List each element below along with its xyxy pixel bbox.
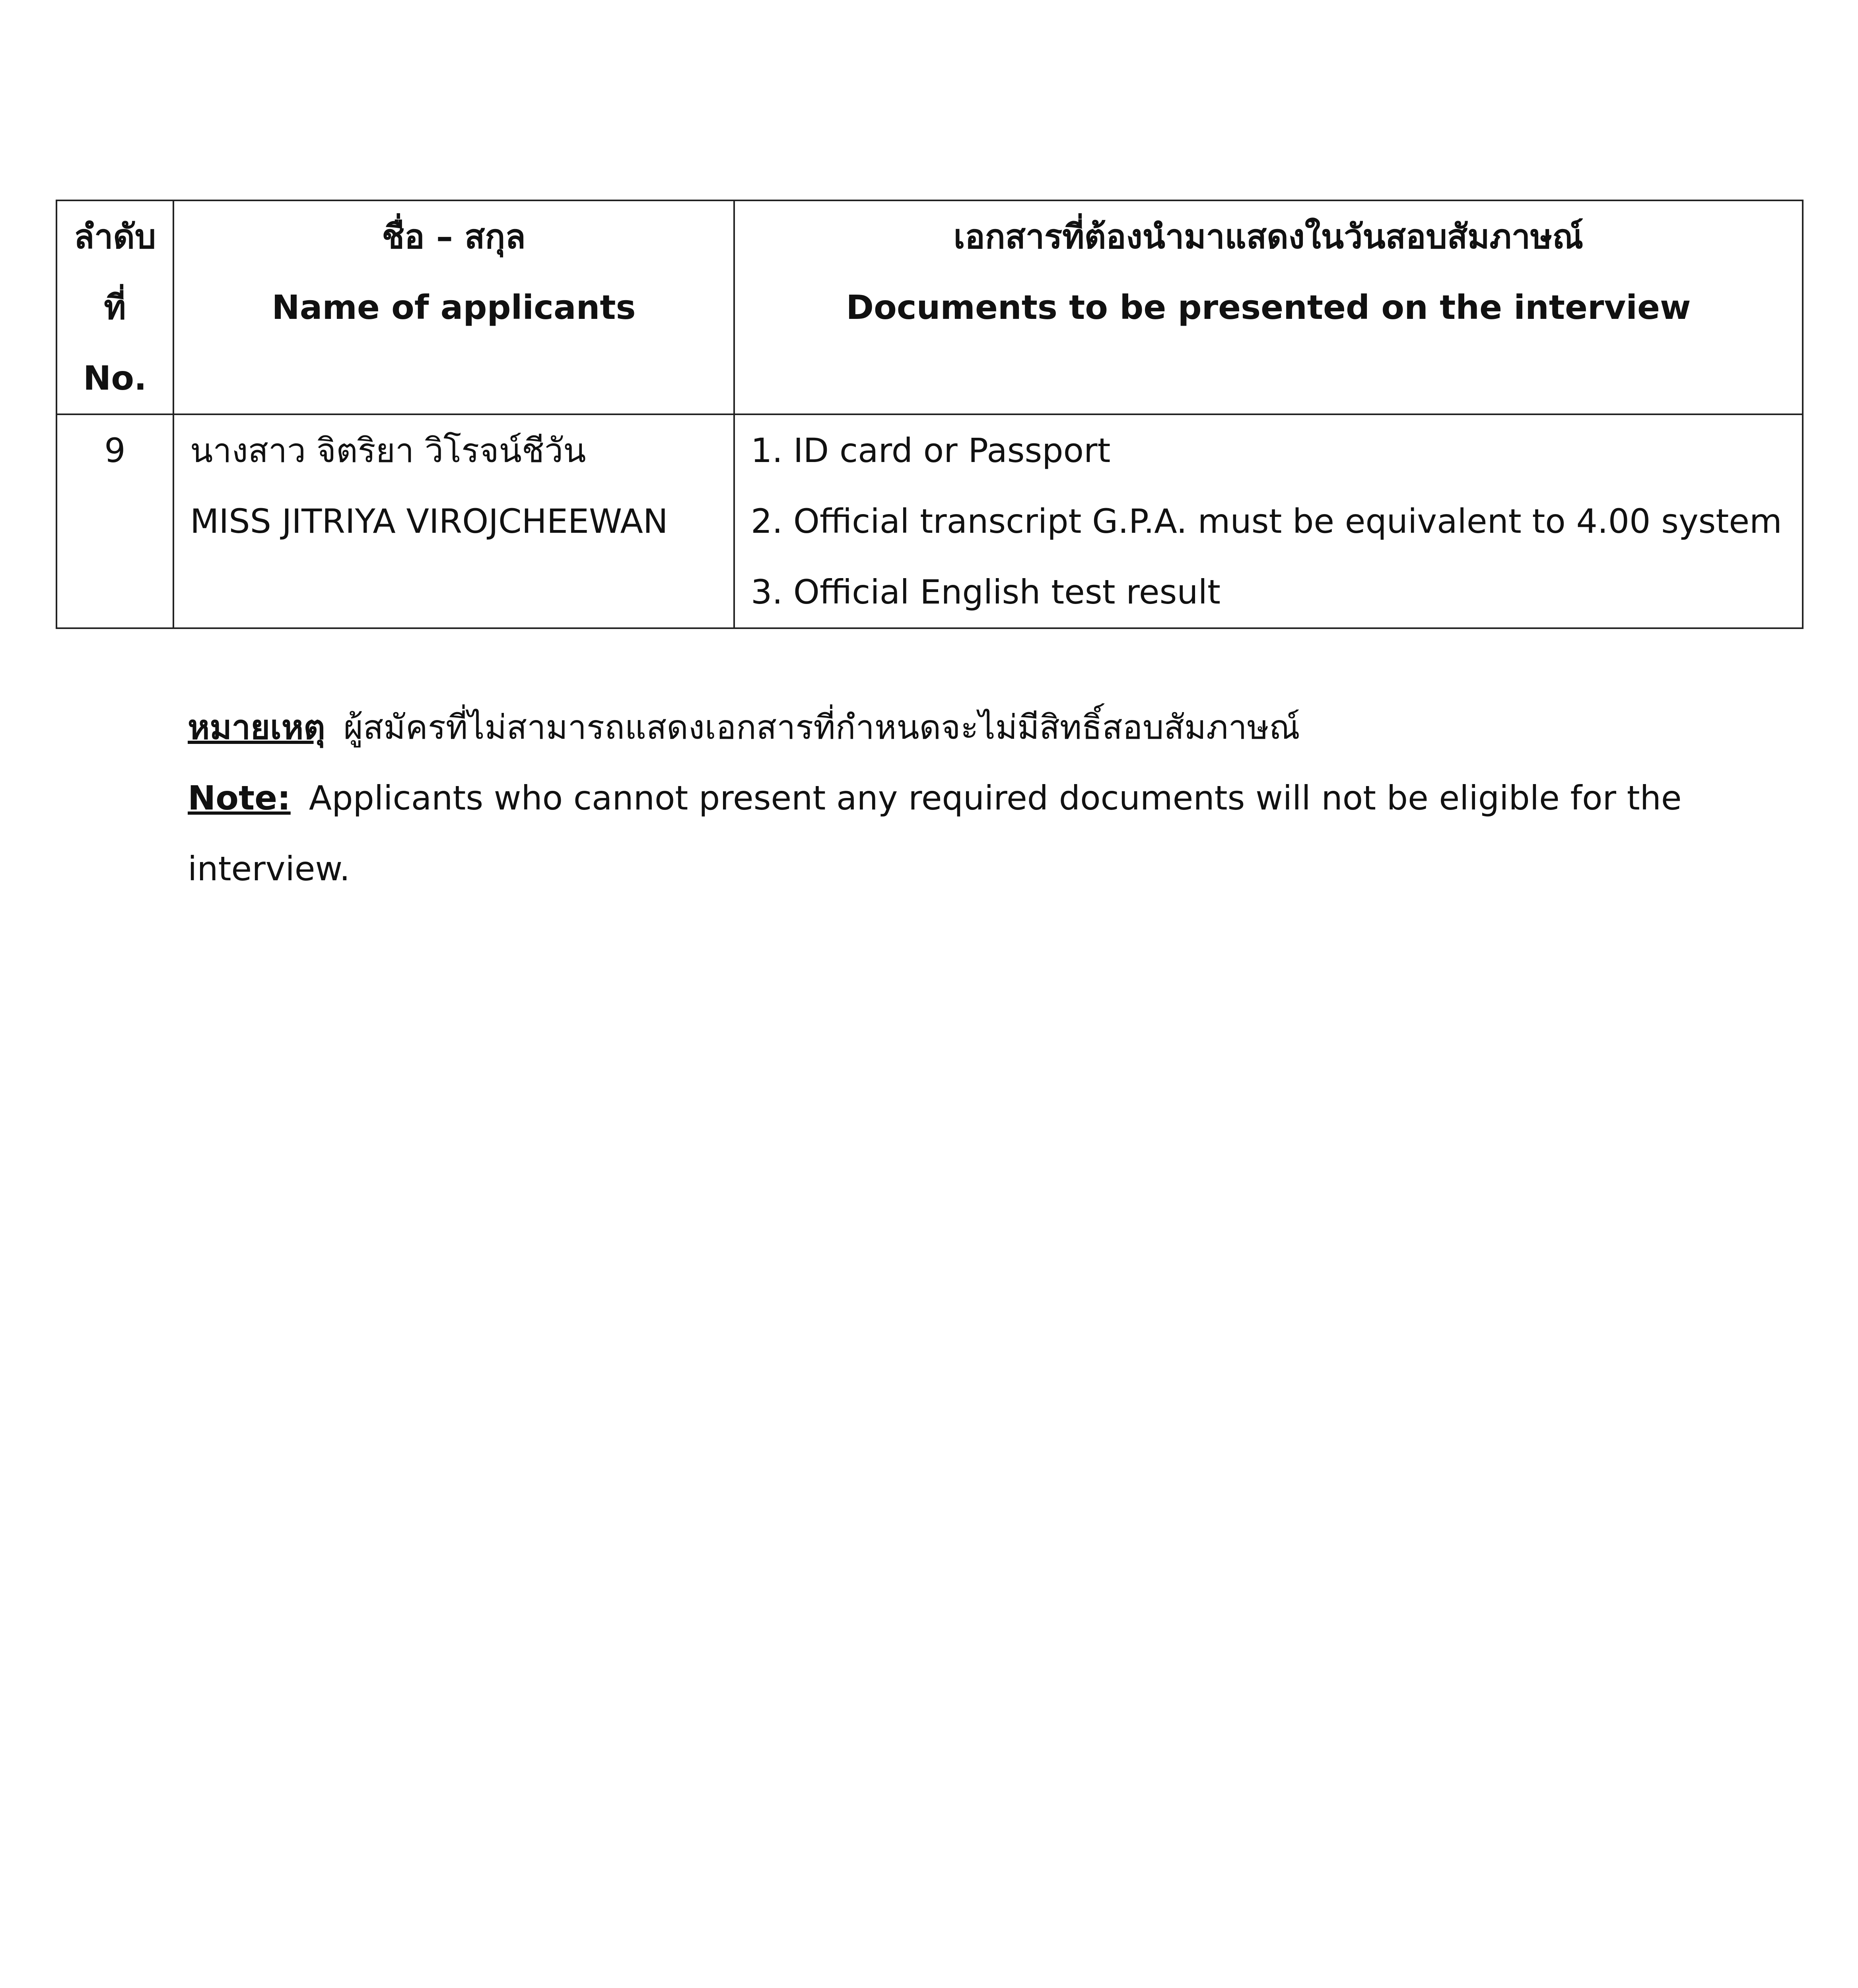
document-item: 2. Official transcript G.P.A. must be equivalent to 4.00 system (751, 502, 1782, 541)
table-header-row (56, 200, 1803, 414)
note-english-label: Note: (188, 779, 291, 817)
header-no-en: No. (83, 359, 147, 398)
header-no (56, 200, 173, 414)
applicants-table (56, 200, 1804, 629)
document-item: 1. ID card or Passport (751, 431, 1111, 470)
header-name (173, 200, 734, 414)
note-english-text: Applicants who cannot present any required documents will not be eligible for the interview. (188, 779, 1682, 888)
notes-section (188, 692, 1683, 904)
applicant-name-en: MISS JITRIYA VIROJCHEEWAN (190, 502, 668, 541)
row-no: 9 (56, 414, 173, 628)
note-thai-label: หมายเหตุ (188, 708, 325, 747)
header-documents-th: เอกสารที่ต้องนำมาแสดงในวันสอบสัมภาษณ์ (953, 217, 1584, 256)
note-thai-text: ผู้สมัครที่ไม่สามารถแสดงเอกสารที่กำหนดจะไม่มีสิทธิ์สอบสัมภาษณ์ (343, 708, 1300, 747)
table-row (56, 414, 1803, 628)
note-thai (188, 692, 1683, 763)
note-english (188, 763, 1683, 904)
header-name-th: ชื่อ – สกุล (382, 217, 526, 256)
header-documents (734, 200, 1803, 414)
row-name (173, 414, 734, 628)
header-no-th-2: ที่ (104, 288, 126, 327)
row-documents (734, 414, 1803, 628)
header-no-th-1: ลำดับ (74, 217, 156, 256)
applicant-name-th: นางสาว จิตริยา วิโรจน์ชีวัน (190, 431, 586, 470)
header-name-en: Name of applicants (272, 288, 636, 327)
header-documents-en: Documents to be presented on the interview (846, 288, 1691, 327)
document-item: 3. Official English test result (751, 573, 1221, 612)
